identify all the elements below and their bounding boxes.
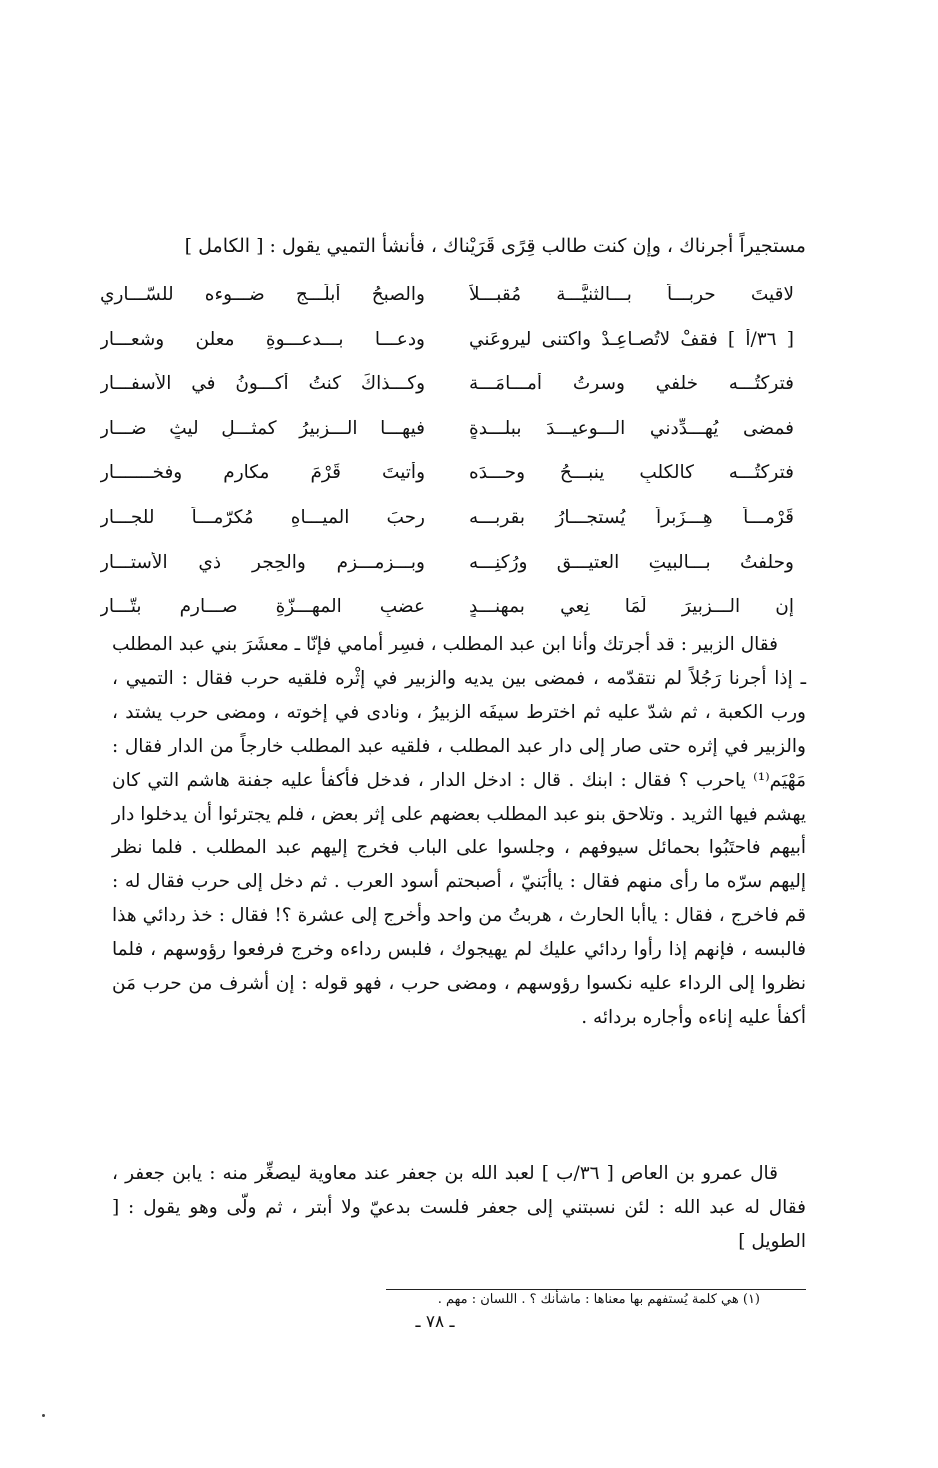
poem-verse bbox=[100, 458, 794, 503]
verse-second-hemistich: رحبَ الميـــاهِ مُكرّمـــاً للجـــار bbox=[100, 506, 425, 528]
verse-second-hemistich: عضبِ المهـــزّةِ صـــارمٍ بتّـــار bbox=[100, 596, 425, 618]
paragraph-2-text: قال عمرو بن العاص [ ٣٦/ب ] لعبد الله بن جعفر عند معاوية ليصغِّر منه : يابن جعفر ، فقال له عبد الله : لئن نسبتني إلى جعفر فلست بدعيّ ولا أبتر ، ثم ولّى وهو يقول : [ الطويل ] bbox=[112, 1163, 806, 1252]
verse-first-hemistich: إن الـــزبيرَ لَمَا نِعي بمهنـــدٍ bbox=[469, 596, 794, 618]
paragraph-2 bbox=[112, 1157, 806, 1259]
intro-line: مستجيراً أجرناك ، وإن كنت طالب قِرًى قَرَيْناك ، فأنشأ التميي يقول : [ الكامل ] bbox=[184, 235, 806, 257]
scan-speck bbox=[42, 1414, 45, 1417]
poem-verse bbox=[100, 414, 794, 459]
paragraph-1 bbox=[112, 628, 806, 1035]
footnote: (١) هي كلمة يُستفهم بها معناها : ماشأنك ؟ . اللسان : مهم . bbox=[437, 1292, 760, 1307]
verse-second-hemistich: فيهـــا الـــزبيرُ كمثـــلِ ليثٍ ضـــار bbox=[100, 417, 425, 439]
verse-first-hemistich: [ ٣٦/أ ] فقفْ لاتُصـاعِـدْ واكتنى ليروعَني bbox=[469, 328, 794, 350]
verse-second-hemistich: ودعـــا بـــدعـــوةِ معلنٍ وشعـــار bbox=[100, 328, 425, 350]
verse-first-hemistich: فمضى يُهـــدِّدني الـــوعيـــدَ ببلـــدةٍ bbox=[469, 417, 794, 439]
verse-second-hemistich: والصبحُ أبلَـــج ضـــوءه للسّـــاري bbox=[100, 284, 425, 305]
verse-second-hemistich: وبـــزمـــزمٍ والحِجرِ ذي الأستـــار bbox=[100, 551, 425, 573]
poem bbox=[100, 280, 794, 637]
verse-first-hemistich: وحلفتُ بـــالبيتِ العتيـــقِ ورُكنِـــه bbox=[469, 551, 794, 573]
verse-second-hemistich: وكـــذاكَ كنتُ أكـــونُ في الأسفـــار bbox=[100, 373, 425, 395]
poem-verse bbox=[100, 325, 794, 370]
paragraph-1-text: فقال الزبير : قد أجرتك وأنا ابن عبد المطلب ، فسِر أمامي فإنّا ـ معشَرَ بني عبد المطلب ـ إذا أجرنا رَجُلاً لم نتقدّمه ، فمضى بين يديه والزبير في إثْره فلقيه حرب فقال : التميي ، ورب الكعبة ، ثم شدّ عليه ثم اخترط سيفَه الزبيرُ ، ونادى في إخوته ، ومضى حرب يشتد ، والزبير في إثره حتى صار إلى دار عبد المطلب ، فلقيه عبد المطلب خارجاً من الدار فقال : مَهْيَم⁽¹⁾ ياحرب ؟ فقال : ابنك . قال : ادخل الدار ، فدخل فأكفأ عليه جفنة هاشم التي كان يهشم فيها الثريد . وتلاحق بنو عبد المطلب بعضهم على إثر بعض ، فلم يجترئوا أن يدخلوا دار أبيهم فاحتَبُوا بحمائل سيوفهم ، وجلسوا على الباب فخرج إليهم عبد المطلب . فلما نظر إليهم سرّه ما رأى منهم فقال : ياأبَنيّ ، أصبحتم أسود العرب . ثم دخل إلى حرب فقال له : قم فاخرج ، فقال : ياأبا الحارث ، هربتُ من واحد وأخرج إلى عشرة ؟! فقال : خذ ردائي هذا فالبسه ، فإنهم إذا رأوا ردائي عليك لم يهيجوك ، فلبس رداءه وخرج فرفعوا رؤوسهم ، فلما نظروا إلى الرداء عليه نكسوا رؤوسهم ، ومضى حرب ، فهو قوله : إن أشرف من حرب مَن أكفأ عليه إناءه وأجاره بردائه . bbox=[112, 634, 806, 1028]
verse-first-hemistich: لاقيتَ حربـــاً بـــالثنيَّـــة مُقبـــلاً bbox=[469, 284, 794, 305]
poem-verse bbox=[100, 280, 794, 325]
verse-first-hemistich: فتركتُـــه خلفي وسرتُ أمـــامَـــة bbox=[469, 373, 794, 395]
page-number: ـ ٧٨ ـ bbox=[415, 1312, 455, 1332]
poem-verse bbox=[100, 503, 794, 548]
verse-second-hemistich: وأتيتَ قَرْمَ مكارمٍ وفخـــــــار bbox=[100, 462, 425, 484]
verse-first-hemistich: قَرْمـــاً هِـــزَبراً يُستجـــارُ بقربـــه bbox=[469, 506, 794, 528]
poem-verse bbox=[100, 548, 794, 593]
poem-verse bbox=[100, 369, 794, 414]
verse-first-hemistich: فتركتُـــه كالكلبِ ينبـــحُ وحـــدَه bbox=[469, 462, 794, 484]
